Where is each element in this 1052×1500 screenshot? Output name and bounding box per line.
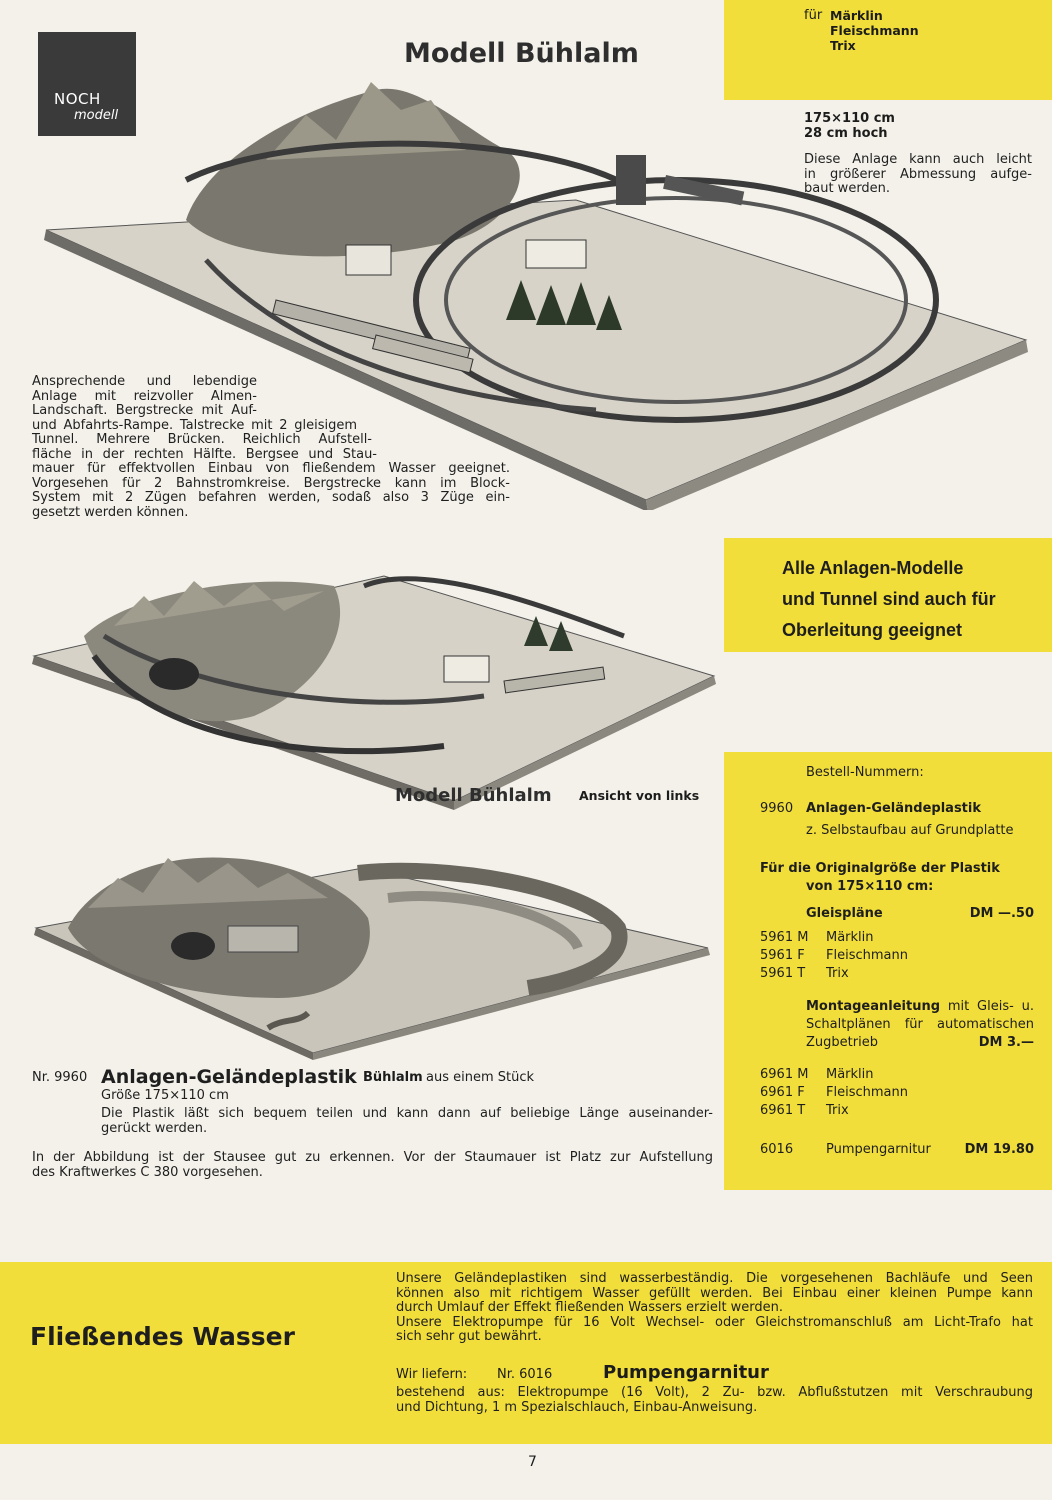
layout-description: [32, 375, 510, 520]
original-size-line-2: von 175×110 cm:: [806, 879, 934, 894]
second-caption-subtitle: Ansicht von links: [579, 788, 700, 803]
deliver-label: Wir liefern:: [396, 1367, 468, 1382]
logo-line-2: modell: [74, 108, 119, 123]
desc-line: Anlage mit reizvoller Almen-: [32, 388, 257, 404]
pump-price: DM 19.80: [964, 1142, 1034, 1157]
montage-line: Zugbetrieb: [806, 1035, 878, 1050]
montage-line: Schaltplänen für automatischen: [806, 1017, 1034, 1032]
para1-line: Unsere Geländeplastiken sind wasserbeständig. Die vorgesehenen Bachläufe und Seen: [396, 1271, 1033, 1286]
terrain-plastic-photo: [28, 848, 718, 1060]
logo-line-1: NOCH: [54, 90, 101, 108]
para2-line: bestehend aus: Elektropumpe (16 Volt), 2 Zu- bzw. Abflußstutzen mit Verschraubung: [396, 1385, 1033, 1400]
overhead-line: und Tunnel sind auch für: [782, 589, 996, 609]
desc-line: Tunnel. Mehrere Brücken. Reichlich Aufstell-: [32, 432, 372, 447]
gleis-item-name: Trix: [826, 966, 849, 981]
overhead-text: [782, 553, 996, 646]
spec-note-line: in größerer Abmessung aufge-: [804, 166, 1032, 182]
brands-prefix: für: [804, 8, 823, 23]
montage-item-nr: 6961 T: [760, 1103, 806, 1118]
montage-line-1: [806, 998, 1034, 1016]
flowing-water-para2: [396, 1386, 1033, 1415]
gleis-item-nr: 5961 T: [760, 966, 806, 981]
layout-photo-left-view: [24, 566, 724, 811]
plastik-name: Bühlalm: [363, 1070, 423, 1085]
pump-name: Pumpengarnitur: [826, 1142, 931, 1157]
desc-line: Ansprechende und lebendige: [32, 374, 257, 389]
para1-line: können also mit richtigem Wasser gefüllt werden. Bei Einbau einer kleinen Pumpe kann: [396, 1285, 1033, 1301]
desc-line: fläche in der rechten Hälfte. Bergsee und Stau-: [32, 446, 377, 462]
brand-trix: Trix: [830, 38, 856, 53]
plastik-desc-line: Die Plastik läßt sich bequem teilen und kann dann auf beliebige Länge auseinander-: [101, 1106, 713, 1121]
plastik-title: Anlagen-Geländeplastik: [101, 1066, 357, 1088]
order-heading: Bestell-Nummern:: [806, 765, 924, 780]
original-size-line-1: Für die Originalgröße der Plastik: [760, 861, 1000, 876]
flowing-water-band: [0, 1262, 1052, 1444]
montage-item-name: Trix: [826, 1103, 849, 1118]
para1-line: Unsere Elektropumpe für 16 Volt Wechsel- oder Gleichstromanschluß am Licht-Trafo hat: [396, 1314, 1033, 1330]
overhead-box: [724, 538, 1052, 652]
page-number: 7: [528, 1454, 537, 1470]
plastik-note: [32, 1151, 713, 1180]
montage-item-name: Märklin: [826, 1067, 874, 1082]
order-9960-name: Anlagen-Geländeplastik: [806, 801, 981, 816]
order-9960-sub: z. Selbstaufbau auf Grundplatte: [806, 823, 1014, 838]
pump-nr: 6016: [760, 1142, 794, 1157]
plastik-desc: [101, 1107, 713, 1136]
spec-size: 175×110 cm: [804, 111, 895, 126]
plastik-nr: Nr. 9960: [32, 1070, 88, 1085]
gleis-item-name: Märklin: [826, 930, 874, 945]
overhead-line: Oberleitung geeignet: [782, 620, 963, 640]
deliver-title: Pumpengarnitur: [603, 1362, 769, 1383]
montage-item-name: Fleischmann: [826, 1085, 908, 1100]
plastik-note-line: In der Abbildung ist der Stausee gut zu erkennen. Vor der Staumauer ist Platz zur Aufstellung: [32, 1150, 713, 1165]
montage-item-nr: 6961 M: [760, 1067, 809, 1082]
plastik-desc-line: gerückt werden.: [101, 1120, 208, 1136]
para1-line: durch Umlauf der Effekt fließenden Wassers erzielt werden.: [396, 1300, 784, 1315]
desc-line: System mit 2 Zügen befahren werden, sodaß also 3 Züge ein-: [32, 490, 510, 505]
spec-note-line: baut werden.: [804, 181, 891, 196]
desc-line: und Abfahrts-Rampe. Talstrecke mit 2 gleisigem: [32, 417, 357, 433]
order-9960-nr: 9960: [760, 801, 794, 816]
gleis-item-nr: 5961 M: [760, 930, 809, 945]
para2-line: und Dichtung, 1 m Spezialschlauch, Einbau-Anweisung.: [396, 1399, 758, 1415]
plastik-note-line: des Kraftwerkes C 380 vorgesehen.: [32, 1164, 263, 1180]
para1-line: sich sehr gut bewährt.: [396, 1329, 542, 1344]
gleis-item-name: Fleischmann: [826, 948, 908, 963]
desc-line: Landschaft. Bergstrecke mit Auf-: [32, 403, 257, 418]
montage-line: mit Gleis- u.: [947, 999, 1034, 1014]
desc-line: mauer für effektvollen Einbau von fließendem Wasser geeignet.: [32, 461, 510, 476]
desc-line: Vorgesehen für 2 Bahnstromkreise. Bergstrecke kann im Block-: [32, 475, 510, 491]
overhead-line: Alle Anlagen-Modelle: [782, 558, 964, 578]
brand-fleischmann: Fleischmann: [830, 23, 919, 38]
montage-price: DM 3.—: [978, 1035, 1034, 1050]
flowing-water-title: Fließendes Wasser: [30, 1322, 295, 1351]
desc-line: gesetzt werden können.: [32, 504, 189, 520]
plastik-size: Größe 175×110 cm: [101, 1088, 229, 1103]
brand-marklin: Märklin: [830, 8, 883, 23]
gleisplaene-price: DM —.50: [969, 906, 1034, 921]
model-title: Modell Bühlalm: [404, 38, 639, 69]
order-panel: [724, 752, 1052, 1190]
plastik-suffix: aus einem Stück: [426, 1070, 535, 1085]
flowing-water-para1: [396, 1272, 1033, 1345]
second-caption-title: Modell Bühlalm: [395, 785, 552, 806]
spec-note-line: Diese Anlage kann auch leicht: [804, 152, 1032, 167]
gleis-item-nr: 5961 F: [760, 948, 805, 963]
montage-item-nr: 6961 F: [760, 1085, 805, 1100]
gleisplaene-label: Gleispläne: [806, 906, 883, 921]
montage-label: Montageanleitung: [806, 999, 941, 1014]
deliver-nr: Nr. 6016: [497, 1367, 553, 1382]
spec-height: 28 cm hoch: [804, 126, 888, 141]
